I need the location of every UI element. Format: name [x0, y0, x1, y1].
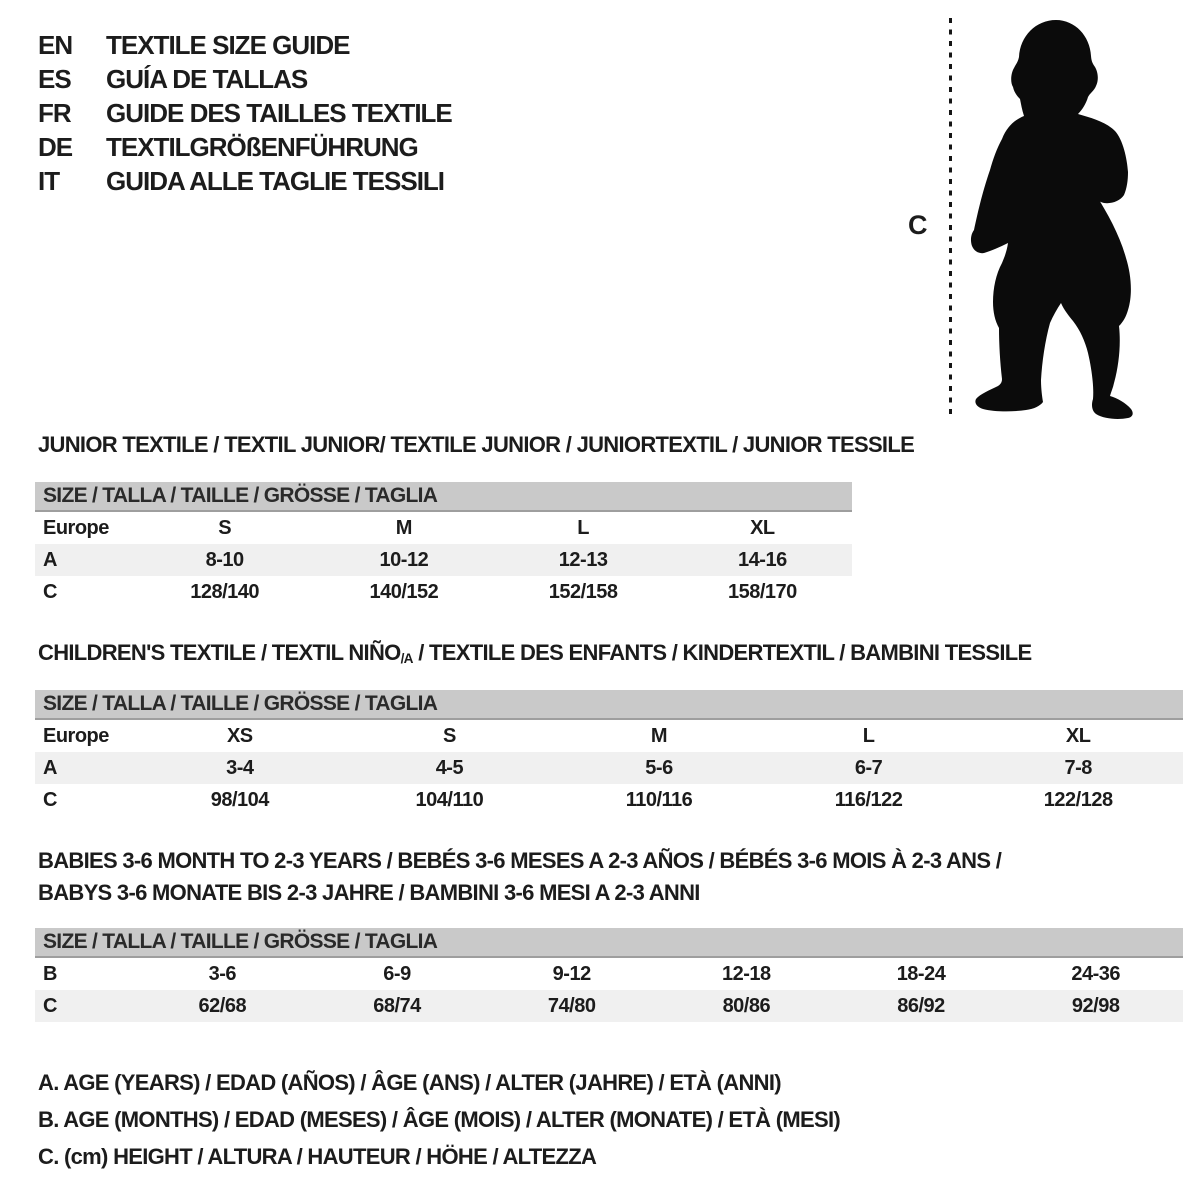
language-title: GUÍA DE TALLAS — [106, 63, 308, 94]
row-label: A — [43, 756, 57, 779]
row-label: A — [43, 548, 57, 571]
size-cell: XL — [750, 516, 775, 539]
size-header-bar: SIZE / TALLA / TAILLE / GRÖSSE / TAGLIA — [35, 928, 1183, 958]
height-cell: 110/116 — [625, 788, 693, 811]
height-cell: 74/80 — [547, 994, 596, 1017]
language-row-fr — [38, 96, 452, 130]
size-cell: L — [577, 516, 589, 539]
legend — [38, 1064, 840, 1175]
height-cell: 152/158 — [548, 580, 618, 603]
table-row-europe — [35, 720, 1183, 752]
toddler-silhouette — [971, 20, 1133, 419]
age-cell: 10-12 — [379, 548, 429, 571]
age-cell: 5-6 — [645, 756, 673, 779]
language-title-list — [38, 28, 452, 198]
age-cell: 4-5 — [435, 756, 464, 779]
height-cell: 62/68 — [198, 994, 247, 1017]
age-cell: 7-8 — [1064, 756, 1092, 779]
table-row-age-months — [35, 958, 1183, 990]
row-label: B — [43, 962, 57, 985]
size-cell: M — [650, 724, 668, 747]
size-header-bar: SIZE / TALLA / TAILLE / GRÖSSE / TAGLIA — [35, 482, 852, 512]
row-label: C — [43, 788, 57, 811]
age-cell: 14-16 — [738, 548, 787, 571]
height-cell: 80/86 — [722, 994, 771, 1017]
babies-size-table — [35, 928, 1183, 1022]
age-cell: 3-6 — [208, 962, 237, 985]
table-row-age-years — [35, 752, 1183, 784]
height-cell: 92/98 — [1071, 994, 1120, 1017]
age-cell: 8-10 — [205, 548, 244, 571]
size-cell: XL — [1065, 724, 1091, 747]
age-cell: 6-7 — [854, 756, 883, 779]
children-size-table — [35, 690, 1183, 816]
language-row-es — [38, 62, 452, 96]
age-cell: 6-9 — [383, 962, 411, 985]
junior-section-title: JUNIOR TEXTILE / TEXTIL JUNIOR/ TEXTILE JUNIOR / JUNIORTEXTIL / JUNIOR TESSILE — [38, 432, 915, 457]
language-title: GUIDA ALLE TAGLIE TESSILI — [106, 165, 445, 196]
size-cell: L — [862, 724, 875, 747]
height-cell: 98/104 — [210, 788, 269, 811]
junior-size-table — [35, 482, 852, 608]
height-cell: 86/92 — [897, 994, 945, 1017]
legend-line-c: C. (cm) HEIGHT / ALTURA / HAUTEUR / HÖHE / ALTEZZA — [38, 1144, 597, 1169]
row-label: C — [43, 580, 57, 603]
toddler-figure — [895, 10, 1155, 430]
size-cell: M — [395, 516, 412, 539]
table-row-europe — [35, 512, 852, 544]
language-title: TEXTILE SIZE GUIDE — [106, 29, 350, 60]
babies-section-title-line2: BABYS 3-6 MONATE BIS 2-3 JAHRE / BAMBINI 3-6 MESI A 2-3 ANNI — [38, 880, 700, 905]
language-title: GUIDE DES TAILLES TEXTILE — [106, 97, 452, 128]
height-cell: 158/170 — [727, 580, 797, 603]
language-code: FR — [38, 97, 71, 128]
height-cell: 116/122 — [834, 788, 903, 811]
size-cell: S — [442, 724, 456, 747]
language-row-it — [38, 164, 452, 198]
size-header-bar: SIZE / TALLA / TAILLE / GRÖSSE / TAGLIA — [35, 690, 1183, 720]
height-label-c: C — [908, 210, 927, 240]
children-title-post: / TEXTILE DES ENFANTS / KINDERTEXTIL / BAMBINI TESSILE — [412, 640, 1032, 665]
height-cell: 68/74 — [373, 994, 421, 1017]
row-label: C — [43, 994, 57, 1017]
table-row-height-cm — [35, 784, 1183, 816]
height-cell: 128/140 — [190, 580, 260, 603]
table-row-age-years — [35, 544, 852, 576]
age-cell: 12-13 — [558, 548, 608, 571]
size-cell: S — [218, 516, 232, 539]
row-label: Europe — [43, 724, 109, 747]
language-code: ES — [38, 63, 71, 94]
age-cell: 12-18 — [722, 962, 771, 985]
height-cell: 122/128 — [1043, 788, 1113, 811]
table-row-height-cm — [35, 576, 852, 608]
size-cell: XS — [226, 724, 253, 747]
height-cell: 104/110 — [415, 788, 484, 811]
language-row-en — [38, 28, 452, 62]
age-cell: 24-36 — [1071, 962, 1121, 985]
children-title-sub: /A — [400, 650, 413, 666]
height-cell: 140/152 — [369, 580, 439, 603]
babies-section-title-line1: BABIES 3-6 MONTH TO 2-3 YEARS / BEBÉS 3-6 MESES A 2-3 AÑOS / BÉBÉS 3-6 MOIS À 2-3 ANS / — [38, 848, 1002, 873]
language-title: TEXTILGRÖßENFÜHRUNG — [106, 131, 418, 162]
legend-line-a: A. AGE (YEARS) / EDAD (AÑOS) / ÂGE (ANS) / ALTER (JAHRE) / ETÀ (ANNI) — [38, 1070, 781, 1095]
children-title-pre: CHILDREN'S TEXTILE / TEXTIL NIÑO — [38, 640, 401, 665]
language-code: DE — [38, 131, 73, 162]
table-row-height-cm — [35, 990, 1183, 1022]
children-section-title — [38, 640, 1032, 666]
row-label: Europe — [43, 516, 109, 539]
age-cell: 3-4 — [226, 756, 254, 779]
language-code: EN — [38, 29, 73, 60]
legend-line-b: B. AGE (MONTHS) / EDAD (MESES) / ÂGE (MOIS) / ALTER (MONATE) / ETÀ (MESI) — [38, 1107, 840, 1132]
language-code: IT — [38, 165, 60, 196]
age-cell: 18-24 — [896, 962, 946, 985]
language-row-de — [38, 130, 452, 164]
age-cell: 9-12 — [552, 962, 591, 985]
